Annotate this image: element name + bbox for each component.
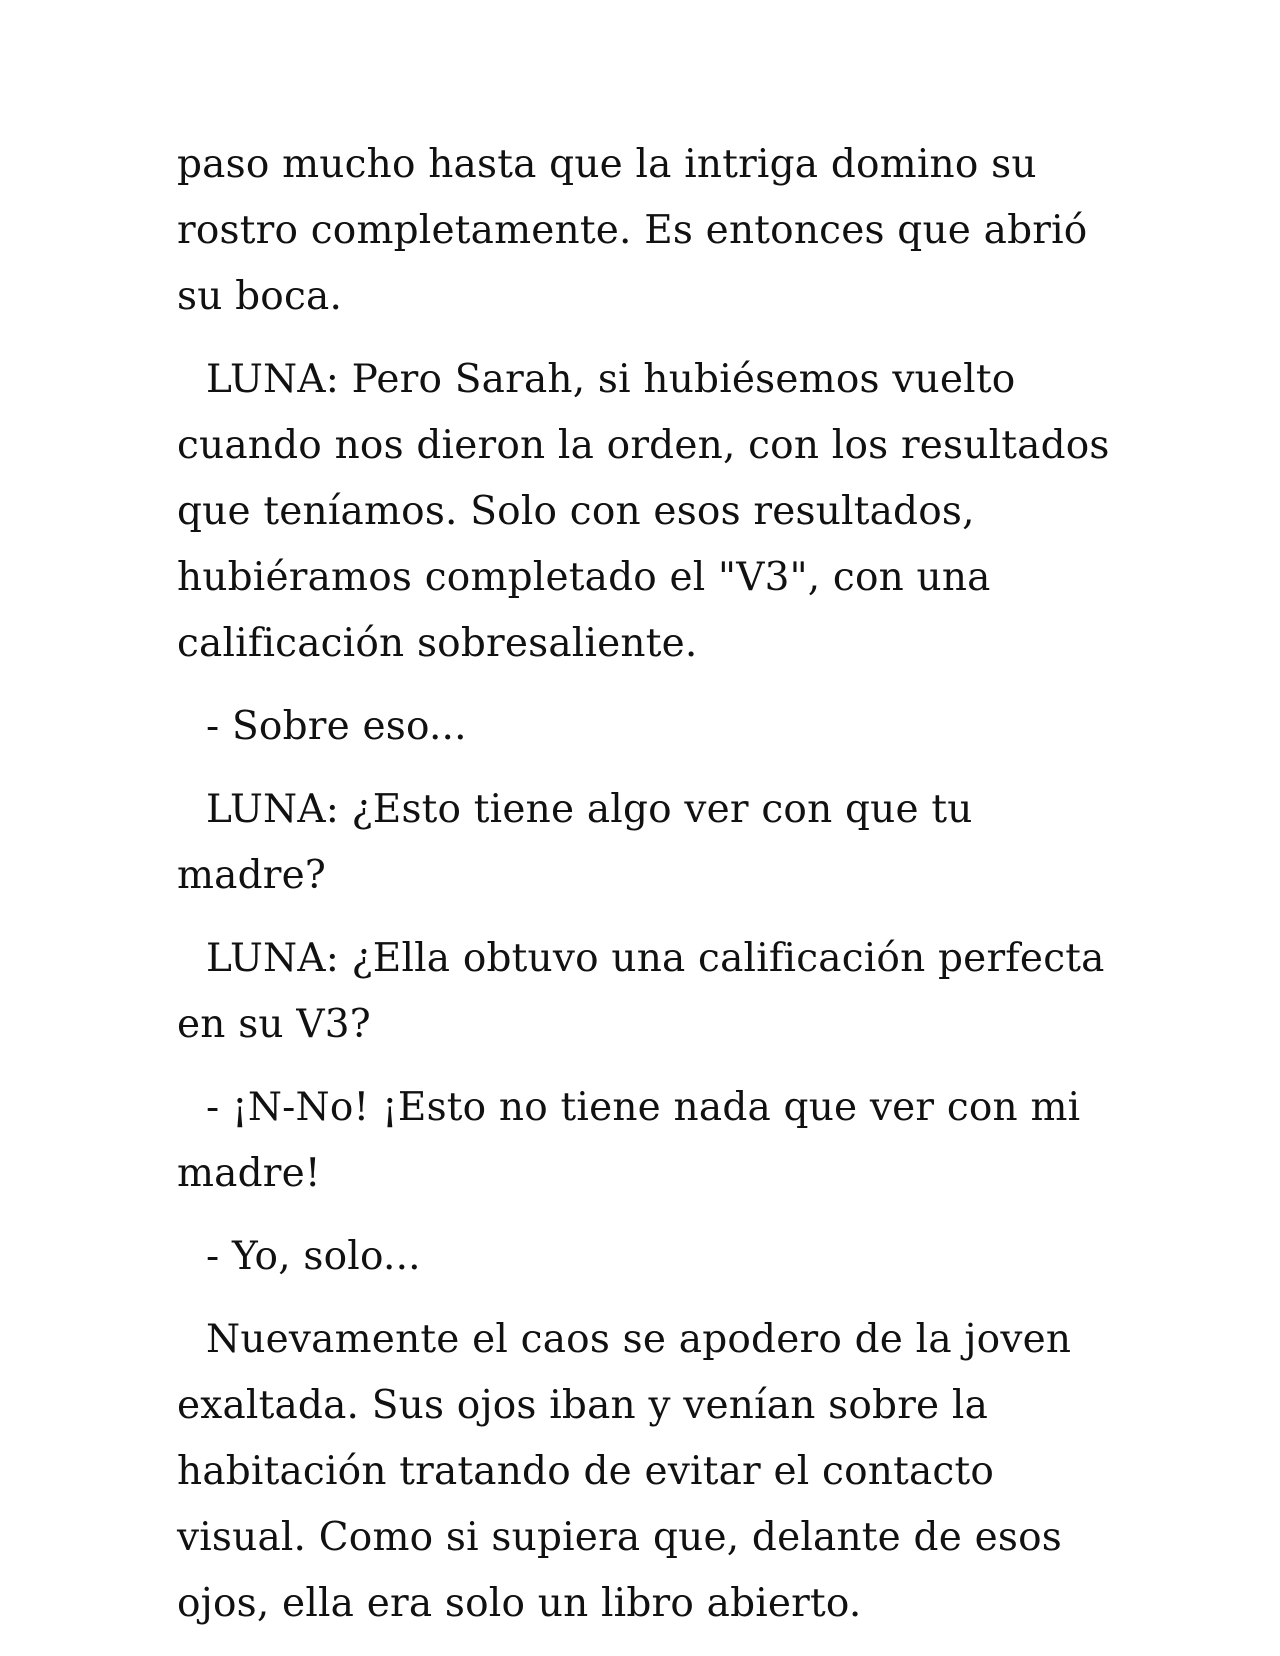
paragraph-dialogue-sobre-eso: - Sobre eso... (206, 704, 467, 749)
paragraph-narration-closing: Nuevamente el caos se apodero de la joven exaltada. Sus ojos iban y venían sobre la habitación tratando de evitar el contacto visual. Como si supiera que, delante de esos ojos, ella era solo un libro abierto. (177, 1317, 1072, 1626)
paragraph-luna-dialogue-1: LUNA: Pero Sarah, si hubiésemos vuelto cuando nos dieron la orden, con los resultados que teníamos. Solo con esos resultados, hubiéramos completado el "V3", con una calificación sobresaliente. (177, 357, 1110, 666)
page-body-text (177, 132, 1117, 1637)
paragraph-narration-intro: paso mucho hasta que la intriga domino su rostro completamente. Es entonces que abrió su boca. (177, 142, 1088, 319)
paragraph-dialogue-no-madre: - ¡N-No! ¡Esto no tiene nada que ver con mi madre! (177, 1085, 1081, 1196)
paragraph-dialogue-yo-solo: - Yo, solo... (206, 1234, 421, 1279)
paragraph-luna-dialogue-2: LUNA: ¿Esto tiene algo ver con que tu madre? (177, 787, 973, 898)
paragraph-luna-dialogue-3: LUNA: ¿Ella obtuvo una calificación perfecta en su V3? (177, 936, 1105, 1047)
